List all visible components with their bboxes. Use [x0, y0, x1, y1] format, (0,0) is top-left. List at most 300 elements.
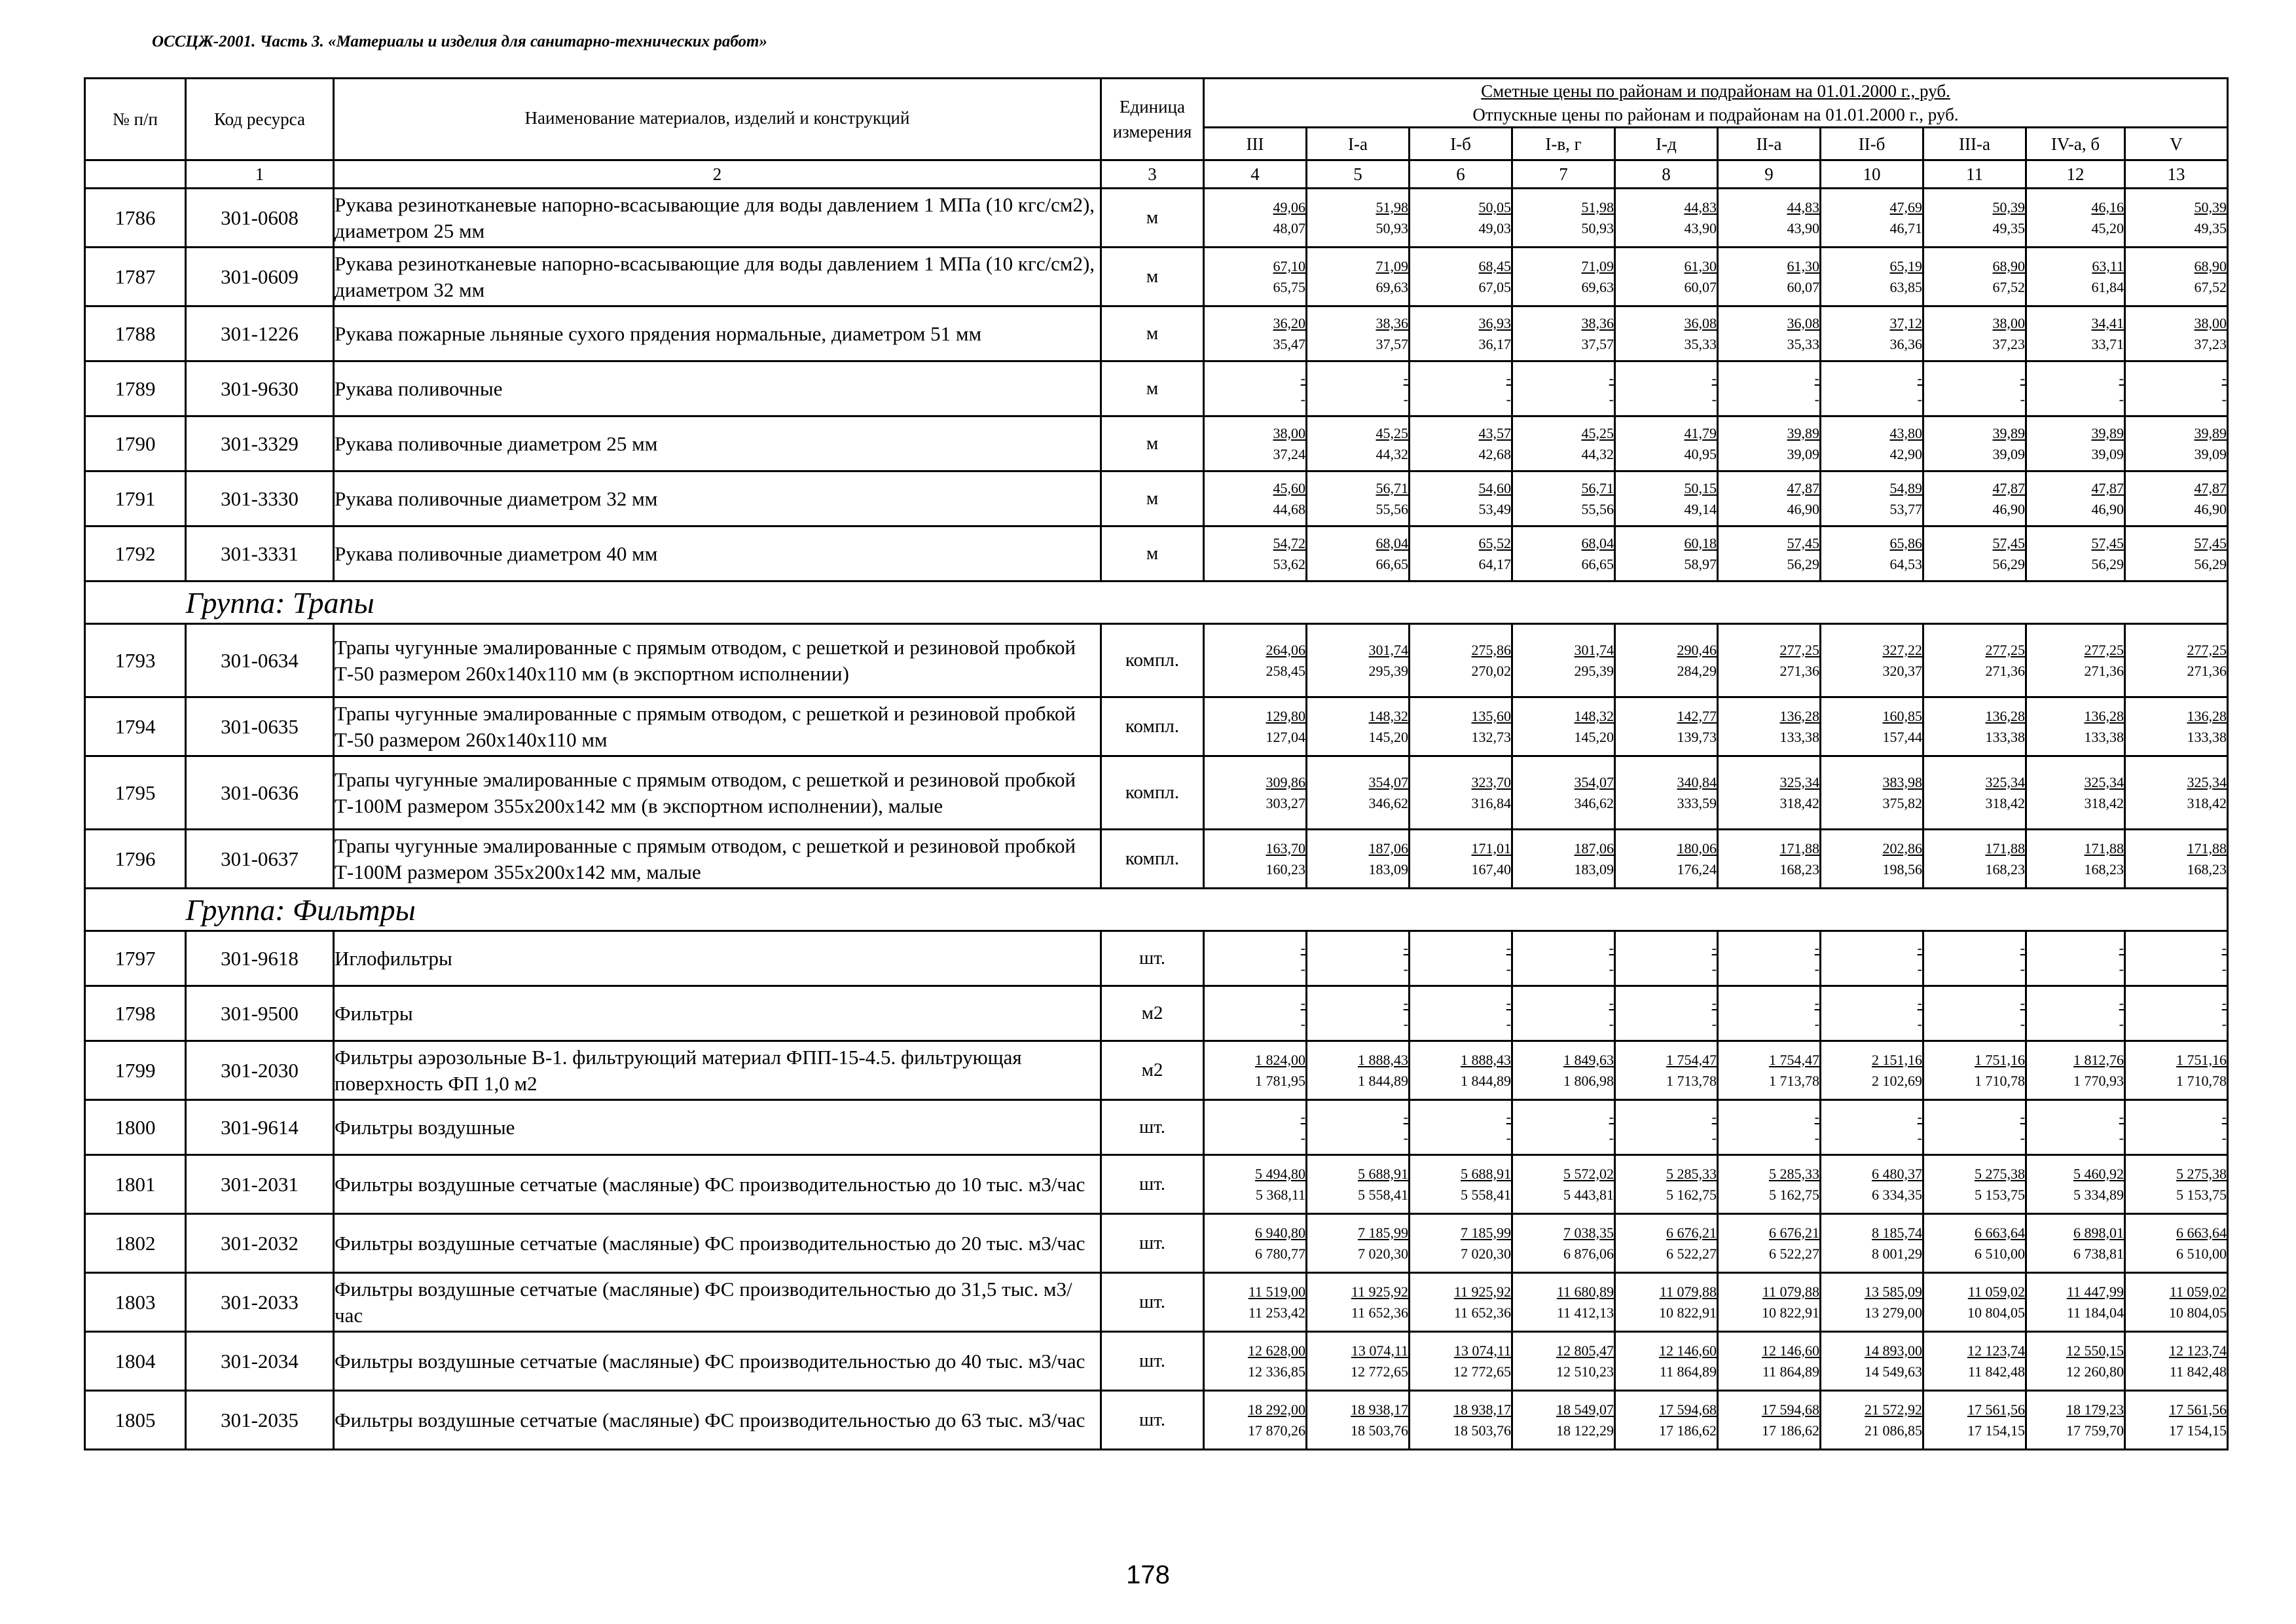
price-cell — [2125, 1214, 2228, 1273]
release-price: 64,53 — [1889, 555, 1922, 572]
estimate-price: 142,77 — [1677, 707, 1717, 724]
resource-code: 301-2033 — [186, 1273, 334, 1332]
price-cell — [1821, 1391, 1923, 1450]
estimate-price: - — [1300, 1108, 1305, 1125]
column-number: 8 — [1615, 160, 1718, 189]
item-name: Рукава резинотканевые напорно-всасывающие для воды давлением 1 МПа (10 кгс/см2), диаметром 32 мм — [334, 248, 1101, 306]
estimate-price: 65,52 — [1478, 534, 1511, 551]
release-price: - — [1403, 960, 1408, 977]
release-price: 318,42 — [2187, 794, 2227, 811]
estimate-price: 17 561,56 — [1967, 1401, 2025, 1418]
estimate-price: 51,98 — [1581, 198, 1614, 215]
price-cell — [1821, 526, 1923, 581]
estimate-price: 6 676,21 — [1666, 1224, 1717, 1241]
table-row — [85, 526, 2228, 581]
release-price: 1 713,78 — [1769, 1072, 1819, 1089]
unit: м — [1101, 306, 1204, 361]
price-cell — [2125, 756, 2228, 830]
price-cell — [1204, 624, 1307, 697]
estimate-price: 56,71 — [1376, 479, 1408, 496]
release-price: 10 804,05 — [1967, 1304, 2025, 1321]
release-price: 14 549,63 — [1865, 1363, 1922, 1380]
price-cell — [1204, 756, 1307, 830]
price-cell — [1821, 1332, 1923, 1391]
release-price: - — [2119, 960, 2124, 977]
price-cell — [1204, 1100, 1307, 1155]
release-price: 46,90 — [1992, 500, 2025, 517]
price-cell — [1410, 471, 1512, 526]
estimate-price: 354,07 — [1574, 773, 1614, 790]
row-number: 1797 — [85, 931, 186, 986]
estimate-price: 1 888,43 — [1358, 1051, 1408, 1068]
resource-code: 301-3329 — [186, 416, 334, 471]
column-number: 13 — [2125, 160, 2228, 189]
estimate-price: 148,32 — [1368, 707, 1408, 724]
price-cell — [1204, 526, 1307, 581]
price-cell — [1923, 986, 2026, 1041]
estimate-price: 12 628,00 — [1248, 1342, 1305, 1359]
estimate-price: 5 688,91 — [1358, 1165, 1408, 1182]
estimate-price: 1 754,47 — [1769, 1051, 1819, 1068]
price-cell — [2125, 697, 2228, 756]
release-price: - — [1711, 390, 1717, 407]
estimate-price: 8 185,74 — [1872, 1224, 1922, 1241]
price-cell — [2026, 361, 2125, 416]
row-number: 1799 — [85, 1041, 186, 1100]
price-cell — [2125, 931, 2228, 986]
region-header: IV-а, б — [2026, 128, 2125, 160]
price-cell — [1718, 1155, 1821, 1214]
estimate-price: 171,88 — [2187, 840, 2227, 857]
estimate-price: 5 460,92 — [2073, 1165, 2124, 1182]
estimate-price: 275,86 — [1471, 641, 1511, 658]
row-number: 1787 — [85, 248, 186, 306]
price-cell — [1923, 756, 2026, 830]
estimate-price: 13 074,11 — [1351, 1342, 1408, 1359]
price-cell — [1615, 697, 1718, 756]
estimate-price: 277,25 — [1985, 641, 2025, 658]
estimate-price: 301,74 — [1574, 641, 1614, 658]
column-number: 12 — [2026, 160, 2125, 189]
item-name: Фильтры воздушные сетчатые (масляные) ФС производительностью до 10 тыс. м3/час — [334, 1155, 1101, 1214]
price-cell — [1821, 624, 1923, 697]
price-cell — [2125, 1155, 2228, 1214]
estimate-price: - — [1609, 369, 1614, 386]
estimate-price: 11 079,88 — [1659, 1283, 1717, 1300]
estimate-price: 36,08 — [1787, 314, 1819, 331]
estimate-price: - — [1506, 939, 1511, 956]
item-name: Трапы чугунные эмалированные с прямым отводом, с решеткой и резиновой пробкой Т-100М размером 355х200х142 мм, малые — [334, 830, 1101, 889]
price-cell — [2026, 526, 2125, 581]
estimate-price: 1 812,76 — [2073, 1051, 2124, 1068]
release-price: 50,93 — [1376, 219, 1408, 236]
price-cell — [1512, 1041, 1615, 1100]
price-cell — [2125, 526, 2228, 581]
release-price: - — [1814, 960, 1819, 977]
price-cell — [1410, 986, 1512, 1041]
release-price: 183,09 — [1368, 860, 1408, 877]
unit: шт. — [1101, 1332, 1204, 1391]
estimate-price: 36,20 — [1273, 314, 1305, 331]
release-price: 133,38 — [1779, 728, 1819, 745]
estimate-price: 383,98 — [1882, 773, 1922, 790]
release-price: 64,17 — [1478, 555, 1511, 572]
release-price: 44,32 — [1581, 445, 1614, 462]
release-price: 37,23 — [2194, 335, 2227, 352]
price-cell — [1821, 471, 1923, 526]
table-row — [85, 697, 2228, 756]
unit: м2 — [1101, 1041, 1204, 1100]
estimate-price: - — [2119, 939, 2124, 956]
resource-code: 301-9614 — [186, 1100, 334, 1155]
release-price: 39,09 — [1992, 445, 2025, 462]
price-cell — [1718, 986, 1821, 1041]
price-cell — [1821, 931, 1923, 986]
price-cell — [1718, 1041, 1821, 1100]
release-price: 39,09 — [2194, 445, 2227, 462]
estimate-price: 202,86 — [1882, 840, 1922, 857]
release-price: 303,27 — [1266, 794, 1305, 811]
price-cell — [1718, 306, 1821, 361]
item-name: Рукава поливочные диаметром 25 мм — [334, 416, 1101, 471]
price-cell — [1615, 1100, 1718, 1155]
price-cell — [1512, 306, 1615, 361]
estimate-price: 54,89 — [1889, 479, 1922, 496]
price-cell — [2026, 471, 2125, 526]
item-name: Фильтры воздушные сетчатые (масляные) ФС производительностью до 20 тыс. м3/час — [334, 1214, 1101, 1273]
price-cell — [1923, 1100, 2026, 1155]
release-price: - — [2221, 390, 2227, 407]
column-number: 11 — [1923, 160, 2026, 189]
price-cell — [1512, 697, 1615, 756]
estimate-price: - — [1814, 1108, 1819, 1125]
release-price: - — [2020, 1129, 2025, 1146]
estimate-price: 171,88 — [1985, 840, 2025, 857]
price-cell — [2125, 830, 2228, 889]
price-cell — [1204, 1214, 1307, 1273]
estimate-price: - — [1506, 1108, 1511, 1125]
release-price: - — [1609, 390, 1614, 407]
row-number: 1796 — [85, 830, 186, 889]
resource-code: 301-2035 — [186, 1391, 334, 1450]
resource-code: 301-2032 — [186, 1214, 334, 1273]
estimate-price: 7 185,99 — [1461, 1224, 1511, 1241]
price-cell — [1821, 1273, 1923, 1332]
release-price: 5 153,75 — [2176, 1186, 2227, 1203]
price-cell — [1615, 830, 1718, 889]
price-cell — [1204, 248, 1307, 306]
price-header-release: Отпускные цены по районам и подрайонам на 01.01.2000 г., руб. — [1472, 105, 1959, 124]
price-cell — [1923, 189, 2026, 248]
estimate-price: 51,98 — [1376, 198, 1408, 215]
estimate-price: 290,46 — [1677, 641, 1717, 658]
estimate-price: 148,32 — [1574, 707, 1614, 724]
table-row — [85, 361, 2228, 416]
estimate-price: - — [1403, 369, 1408, 386]
resource-code: 301-2031 — [186, 1155, 334, 1214]
col-header-code: Код ресурса — [186, 79, 334, 160]
price-header-estimate: Сметные цены по районам и подрайонам на 01.01.2000 г., руб. — [1481, 81, 1950, 101]
col-header-num: № п/п — [85, 79, 186, 160]
estimate-price: - — [1609, 939, 1614, 956]
estimate-price: 327,22 — [1882, 641, 1922, 658]
release-price: 318,42 — [2084, 794, 2124, 811]
resource-code: 301-0609 — [186, 248, 334, 306]
price-cell — [1821, 416, 1923, 471]
column-number: 2 — [334, 160, 1101, 189]
price-cell — [1718, 526, 1821, 581]
price-cell — [1307, 248, 1410, 306]
price-cell — [1923, 306, 2026, 361]
price-cell — [1718, 1391, 1821, 1450]
price-cell — [1718, 1100, 1821, 1155]
release-price: - — [1403, 1129, 1408, 1146]
price-cell — [2026, 624, 2125, 697]
price-cell — [1512, 931, 1615, 986]
release-price: 53,49 — [1478, 500, 1511, 517]
release-price: 8 001,29 — [1872, 1245, 1922, 1262]
price-cell — [1821, 306, 1923, 361]
estimate-price: - — [1814, 939, 1819, 956]
unit: компл. — [1101, 756, 1204, 830]
release-price: 5 162,75 — [1666, 1186, 1717, 1203]
price-cell — [2125, 1273, 2228, 1332]
release-price: 11 842,48 — [2169, 1363, 2227, 1380]
estimate-price: - — [2221, 939, 2227, 956]
table-body — [85, 189, 2228, 1450]
resource-code: 301-0637 — [186, 830, 334, 889]
resource-code: 301-9500 — [186, 986, 334, 1041]
price-cell — [1512, 416, 1615, 471]
region-header: I-б — [1410, 128, 1512, 160]
release-price: 43,90 — [1787, 219, 1819, 236]
item-name: Трапы чугунные эмалированные с прямым отводом, с решеткой и резиновой пробкой Т-100М размером 355х200х142 мм (в экспортном исполнении), малые — [334, 756, 1101, 830]
estimate-price: 129,80 — [1266, 707, 1305, 724]
price-cell — [1204, 1041, 1307, 1100]
estimate-price: 71,09 — [1581, 257, 1614, 274]
release-price: 127,04 — [1266, 728, 1305, 745]
estimate-price: - — [1403, 994, 1408, 1011]
release-price: - — [2020, 390, 2025, 407]
estimate-price: - — [2221, 1108, 2227, 1125]
price-cell — [2026, 248, 2125, 306]
price-cell — [1512, 1391, 1615, 1450]
column-number: 10 — [1821, 160, 1923, 189]
price-cell — [1410, 697, 1512, 756]
estimate-price: 13 074,11 — [1453, 1342, 1511, 1359]
price-cell — [1923, 1155, 2026, 1214]
item-name: Фильтры — [334, 986, 1101, 1041]
release-price: 258,45 — [1266, 662, 1305, 679]
estimate-price: 1 888,43 — [1461, 1051, 1511, 1068]
table-row — [85, 624, 2228, 697]
price-cell — [2125, 624, 2228, 697]
price-cell — [2125, 986, 2228, 1041]
price-cell — [1821, 697, 1923, 756]
estimate-price: 12 123,74 — [1967, 1342, 2025, 1359]
release-price: - — [1300, 1015, 1305, 1032]
release-price: 56,29 — [2194, 555, 2227, 572]
release-price: 318,42 — [1779, 794, 1819, 811]
price-cell — [1718, 248, 1821, 306]
price-header — [1204, 79, 2228, 128]
unit: м — [1101, 416, 1204, 471]
release-price: 17 759,70 — [2066, 1422, 2124, 1439]
column-number-blank — [85, 160, 186, 189]
price-cell — [1307, 526, 1410, 581]
price-cell — [1615, 416, 1718, 471]
region-header: III — [1204, 128, 1307, 160]
item-name: Рукава пожарные льняные сухого прядения нормальные, диаметром 51 мм — [334, 306, 1101, 361]
estimate-price: 39,89 — [2091, 424, 2124, 441]
column-number: 4 — [1204, 160, 1307, 189]
estimate-price: - — [2020, 1108, 2025, 1125]
release-price: 1 781,95 — [1255, 1072, 1305, 1089]
release-price: 12 772,65 — [1453, 1363, 1511, 1380]
release-price: 18 122,29 — [1556, 1422, 1614, 1439]
price-cell — [1410, 1041, 1512, 1100]
release-price: 333,59 — [1677, 794, 1717, 811]
release-price: - — [1711, 960, 1717, 977]
row-number: 1801 — [85, 1155, 186, 1214]
release-price: - — [1300, 1129, 1305, 1146]
release-price: 18 503,76 — [1351, 1422, 1408, 1439]
estimate-price: 18 292,00 — [1248, 1401, 1305, 1418]
estimate-price: 38,00 — [1273, 424, 1305, 441]
estimate-price: - — [1711, 369, 1717, 386]
region-header: I-в, г — [1512, 128, 1615, 160]
release-price: 46,90 — [1787, 500, 1819, 517]
release-price: - — [2020, 960, 2025, 977]
price-cell — [1512, 1273, 1615, 1332]
group-row — [85, 889, 2228, 931]
price-cell — [2125, 248, 2228, 306]
release-price: 5 443,81 — [1563, 1186, 1614, 1203]
estimate-price: 5 688,91 — [1461, 1165, 1511, 1182]
price-cell — [2026, 416, 2125, 471]
table-row — [85, 1041, 2228, 1100]
price-cell — [1512, 248, 1615, 306]
unit: компл. — [1101, 830, 1204, 889]
price-cell — [1821, 1041, 1923, 1100]
region-header: II-б — [1821, 128, 1923, 160]
estimate-price: 171,88 — [2084, 840, 2124, 857]
estimate-price: 180,06 — [1677, 840, 1717, 857]
release-price: 56,29 — [1992, 555, 2025, 572]
region-header: I-д — [1615, 128, 1718, 160]
release-price: 12 772,65 — [1351, 1363, 1408, 1380]
price-cell — [1410, 1214, 1512, 1273]
estimate-price: 44,83 — [1787, 198, 1819, 215]
price-cell — [1410, 1391, 1512, 1450]
estimate-price: - — [1506, 369, 1511, 386]
release-price: 271,36 — [2187, 662, 2227, 679]
price-cell — [1512, 1100, 1615, 1155]
estimate-price: - — [2119, 369, 2124, 386]
release-price: 11 652,36 — [1351, 1304, 1408, 1321]
price-cell — [1204, 697, 1307, 756]
release-price: - — [1506, 1015, 1511, 1032]
price-cell — [2026, 1214, 2125, 1273]
release-price: 67,52 — [1992, 278, 2025, 295]
estimate-price: 37,12 — [1889, 314, 1922, 331]
estimate-price: 136,28 — [2187, 707, 2227, 724]
release-price: 48,07 — [1273, 219, 1305, 236]
estimate-price: 18 179,23 — [2066, 1401, 2124, 1418]
price-cell — [1615, 931, 1718, 986]
price-cell — [2026, 306, 2125, 361]
release-price: 49,35 — [2194, 219, 2227, 236]
estimate-price: 5 572,02 — [1563, 1165, 1614, 1182]
price-cell — [2026, 1332, 2125, 1391]
estimate-price: 65,19 — [1889, 257, 1922, 274]
estimate-price: 63,11 — [2092, 257, 2124, 274]
estimate-price: 11 447,99 — [2066, 1283, 2124, 1300]
release-price: 45,20 — [2091, 219, 2124, 236]
unit: шт. — [1101, 1100, 1204, 1155]
price-cell — [1512, 361, 1615, 416]
release-price: 139,73 — [1677, 728, 1717, 745]
estimate-price: 1 754,47 — [1666, 1051, 1717, 1068]
release-price: 55,56 — [1581, 500, 1614, 517]
item-name: Фильтры воздушные сетчатые (масляные) ФС производительностью до 63 тыс. м3/час — [334, 1391, 1101, 1450]
estimate-price: 21 572,92 — [1865, 1401, 1922, 1418]
table-row — [85, 248, 2228, 306]
release-price: 63,85 — [1889, 278, 1922, 295]
unit: м — [1101, 471, 1204, 526]
release-price: 5 334,89 — [2073, 1186, 2124, 1203]
resource-code: 301-3330 — [186, 471, 334, 526]
estimate-price: 61,30 — [1684, 257, 1717, 274]
release-price: - — [2221, 1129, 2227, 1146]
price-cell — [1410, 931, 1512, 986]
release-price: 375,82 — [1882, 794, 1922, 811]
group-row — [85, 581, 2228, 624]
row-number: 1790 — [85, 416, 186, 471]
estimate-price: 39,89 — [1787, 424, 1819, 441]
estimate-price: 47,69 — [1889, 198, 1922, 215]
item-name: Иглофильтры — [334, 931, 1101, 986]
price-cell — [1923, 1273, 2026, 1332]
estimate-price: 11 059,02 — [1967, 1283, 2025, 1300]
unit: м — [1101, 361, 1204, 416]
price-cell — [1615, 189, 1718, 248]
price-cell — [1718, 624, 1821, 697]
release-price: 46,90 — [2194, 500, 2227, 517]
release-price: 133,38 — [2187, 728, 2227, 745]
estimate-price: 171,01 — [1471, 840, 1511, 857]
estimate-price: 57,45 — [2091, 534, 2124, 551]
estimate-price: 50,05 — [1478, 198, 1511, 215]
release-price: 1 710,78 — [1975, 1072, 2025, 1089]
release-price: 66,65 — [1581, 555, 1614, 572]
price-cell — [1410, 830, 1512, 889]
estimate-price: 7 038,35 — [1563, 1224, 1614, 1241]
table-row — [85, 1155, 2228, 1214]
estimate-price: - — [1609, 994, 1614, 1011]
estimate-price: 277,25 — [2187, 641, 2227, 658]
estimate-price: 47,87 — [2194, 479, 2227, 496]
unit: шт. — [1101, 1155, 1204, 1214]
estimate-price: 50,15 — [1684, 479, 1717, 496]
release-price: 183,09 — [1574, 860, 1614, 877]
price-cell — [1410, 416, 1512, 471]
estimate-price: 135,60 — [1471, 707, 1511, 724]
release-price: 49,14 — [1684, 500, 1717, 517]
row-number: 1798 — [85, 986, 186, 1041]
release-price: 37,24 — [1273, 445, 1305, 462]
release-price: 36,17 — [1478, 335, 1511, 352]
